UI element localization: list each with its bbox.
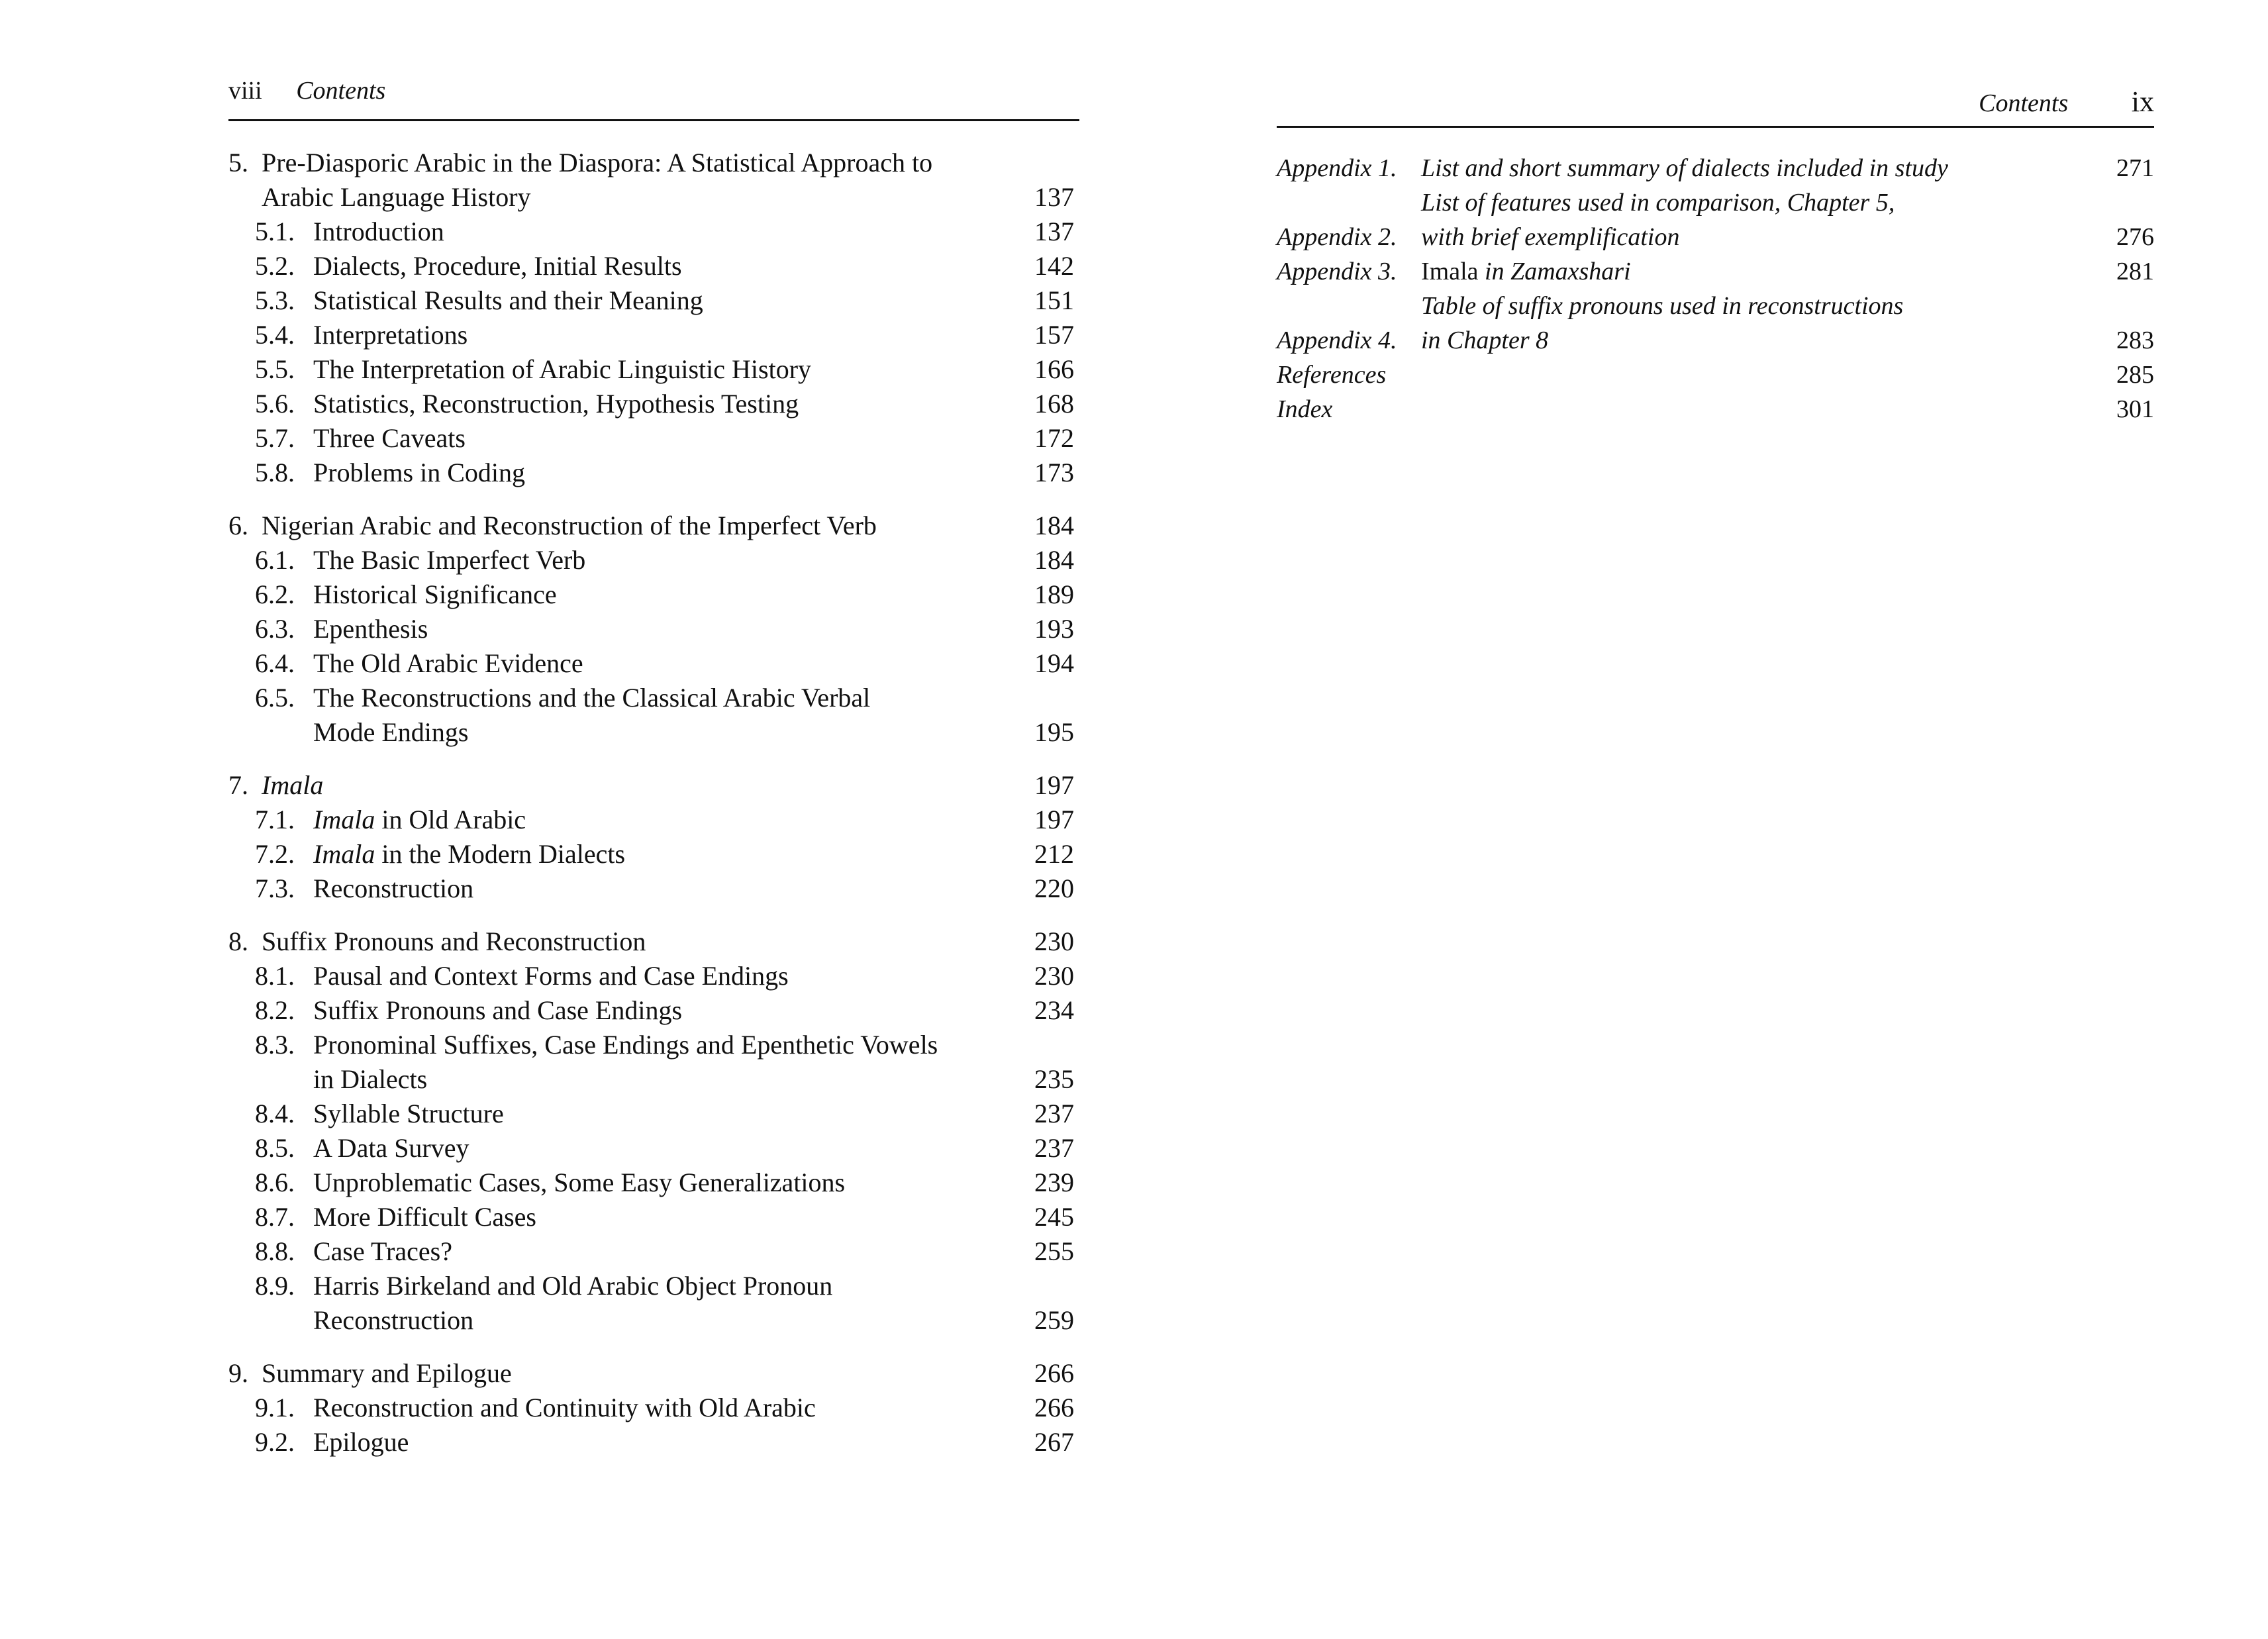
header-rule [228, 119, 1079, 121]
section-title: Suffix Pronouns and Case Endings [313, 995, 683, 1025]
section-title: Interpretations [313, 320, 468, 350]
section-number: 5.4. [255, 320, 295, 350]
chapter-number: 9. [228, 1358, 248, 1388]
section-number: 6.4. [255, 648, 295, 678]
appendix-label: Appendix 1. [1277, 154, 1397, 182]
chapter-page: 184 [1034, 511, 1074, 540]
section-entry [228, 456, 1079, 490]
section-title: A Data Survey [313, 1133, 469, 1163]
chapter-page: 266 [1034, 1358, 1074, 1388]
appendix-page: 281 [2116, 258, 2154, 285]
section-title: Historical Significance [313, 579, 557, 609]
section-page: 259 [1034, 1305, 1074, 1335]
section-number: 5.7. [255, 423, 295, 453]
section-title: The Interpretation of Arabic Linguistic History [313, 354, 812, 384]
section-page: 193 [1034, 614, 1074, 644]
running-title: Contents [296, 77, 386, 105]
section-number: 6.3. [255, 614, 295, 644]
section-entry [228, 249, 1079, 283]
appendix-title-line2: in Chapter 8 [1421, 326, 1549, 354]
appendix-label: Appendix 2. [1277, 223, 1397, 251]
appendix-title: List and short summary of dialects included in study [1421, 154, 1948, 182]
section-number: 8.4. [255, 1099, 295, 1128]
section-title: in the Modern Dialects [375, 839, 626, 869]
chapter-title: Nigerian Arabic and Reconstruction of the Imperfect Verb [262, 511, 877, 540]
section-title: Dialects, Procedure, Initial Results [313, 251, 682, 281]
section-page: 184 [1034, 545, 1074, 575]
back-matter-page: 285 [2116, 361, 2154, 389]
chapter-number: 8. [228, 926, 248, 956]
section-entry [228, 1097, 1079, 1131]
section-title: More Difficult Cases [313, 1202, 536, 1232]
section-number: 7.3. [255, 873, 295, 903]
section-page: 220 [1034, 873, 1074, 903]
section-title: Pausal and Context Forms and Case Endings [313, 961, 789, 991]
section-entry [228, 352, 1079, 387]
section-page: 142 [1034, 251, 1074, 281]
section-entry [228, 1200, 1079, 1234]
section-entry [228, 1131, 1079, 1166]
section-title: Reconstruction and Continuity with Old Arabic [313, 1393, 816, 1422]
section-title-line2: Mode Endings [313, 717, 469, 747]
appendix-title: Table of suffix pronouns used in reconstructions [1421, 292, 1904, 320]
section-page: 212 [1034, 839, 1074, 869]
chapter-7 [228, 768, 1079, 906]
page-number: viii [228, 77, 262, 105]
section-entry [228, 871, 1079, 906]
appendix-entry [1277, 289, 2154, 358]
section-number: 8.6. [255, 1167, 295, 1197]
header-rule [1277, 126, 2154, 128]
appendix-title: in Zamaxshari [1478, 258, 1631, 285]
section-page: 195 [1034, 717, 1074, 747]
chapter-5 [228, 146, 1079, 490]
section-page: 197 [1034, 805, 1074, 834]
section-title: Three Caveats [313, 423, 466, 453]
chapter-title: Suffix Pronouns and Reconstruction [262, 926, 646, 956]
section-number: 9.1. [255, 1393, 295, 1422]
section-title: The Reconstructions and the Classical Arabic Verbal [313, 683, 871, 713]
chapter-number: 7. [228, 770, 248, 800]
section-entry [228, 1391, 1079, 1425]
section-page: 245 [1034, 1202, 1074, 1232]
section-entry [228, 1269, 1079, 1338]
section-title: Syllable Structure [313, 1099, 504, 1128]
section-number: 8.8. [255, 1236, 295, 1266]
table-of-contents [228, 146, 1079, 1478]
appendix-title-line2: with brief exemplification [1421, 223, 1680, 251]
chapter-page: 230 [1034, 926, 1074, 956]
section-page: 151 [1034, 285, 1074, 315]
section-page: 172 [1034, 423, 1074, 453]
back-matter-label: Index [1277, 395, 1333, 423]
running-head [1979, 87, 2154, 117]
back-matter-page: 301 [2116, 395, 2154, 423]
page-number: ix [2131, 85, 2154, 118]
chapter-title: Imala [262, 770, 324, 800]
section-title: Statistics, Reconstruction, Hypothesis Testing [313, 389, 799, 419]
section-entry [228, 1425, 1079, 1460]
section-page: 189 [1034, 579, 1074, 609]
section-number: 5.6. [255, 389, 295, 419]
chapter-9 [228, 1356, 1079, 1460]
appendix-page: 283 [2116, 326, 2154, 354]
chapter-title: Pre-Diasporic Arabic in the Diaspora: A Statistical Approach to [262, 148, 933, 177]
appendix-title-roman: Imala [1421, 258, 1479, 285]
section-page: 235 [1034, 1064, 1074, 1094]
section-page: 157 [1034, 320, 1074, 350]
section-title: The Basic Imperfect Verb [313, 545, 586, 575]
chapter-entry [228, 1356, 1079, 1391]
section-title: Case Traces? [313, 1236, 452, 1266]
section-page: 239 [1034, 1167, 1074, 1197]
section-entry [228, 1234, 1079, 1269]
back-matter-entry [1277, 358, 2154, 392]
appendix-label: Appendix 3. [1277, 258, 1397, 285]
section-page: 194 [1034, 648, 1074, 678]
back-matter-entry [1277, 392, 2154, 426]
section-title: Statistical Results and their Meaning [313, 285, 703, 315]
section-entry [228, 612, 1079, 646]
chapter-number: 6. [228, 511, 248, 540]
appendix-label: Appendix 4. [1277, 326, 1397, 354]
section-number: 5.3. [255, 285, 295, 315]
section-title: in Old Arabic [375, 805, 526, 834]
back-matter-label: References [1277, 361, 1387, 389]
section-entry [228, 387, 1079, 421]
appendix-page: 276 [2116, 223, 2154, 251]
running-head [228, 78, 385, 103]
chapter-entry [228, 509, 1079, 543]
section-number: 8.1. [255, 961, 295, 991]
section-title: Epenthesis [313, 614, 428, 644]
section-number: 6.5. [255, 683, 295, 713]
section-entry [228, 283, 1079, 318]
section-page: 230 [1034, 961, 1074, 991]
section-entry [228, 577, 1079, 612]
section-page: 266 [1034, 1393, 1074, 1422]
chapter-title-line2: Arabic Language History [262, 182, 531, 212]
section-title: The Old Arabic Evidence [313, 648, 583, 678]
section-entry [228, 681, 1079, 750]
section-title: Pronominal Suffixes, Case Endings and Epenthetic Vowels [313, 1030, 938, 1060]
section-number: 5.1. [255, 217, 295, 246]
section-page: 237 [1034, 1099, 1074, 1128]
section-entry [228, 803, 1079, 837]
section-number: 7.2. [255, 839, 295, 869]
section-title-italic: Imala [313, 839, 375, 869]
section-entry [228, 837, 1079, 871]
chapter-page: 197 [1034, 770, 1074, 800]
appendix-entry [1277, 185, 2154, 254]
chapter-page: 137 [1034, 182, 1074, 212]
section-number: 8.2. [255, 995, 295, 1025]
section-title: Unproblematic Cases, Some Easy Generalizations [313, 1167, 846, 1197]
section-title-line2: Reconstruction [313, 1305, 474, 1335]
chapter-8 [228, 924, 1079, 1338]
chapter-number: 5. [228, 148, 248, 177]
appendix-page: 271 [2116, 154, 2154, 182]
chapter-entry [228, 768, 1079, 803]
section-page: 237 [1034, 1133, 1074, 1163]
section-entry [228, 1166, 1079, 1200]
appendix-entry [1277, 254, 2154, 289]
section-entry [228, 959, 1079, 993]
chapter-6 [228, 509, 1079, 750]
section-entry [228, 993, 1079, 1028]
section-title: Epilogue [313, 1427, 409, 1457]
section-title: Introduction [313, 217, 444, 246]
section-page: 267 [1034, 1427, 1074, 1457]
chapter-title: Summary and Epilogue [262, 1358, 512, 1388]
section-page: 234 [1034, 995, 1074, 1025]
section-title: Problems in Coding [313, 458, 526, 487]
section-title: Harris Birkeland and Old Arabic Object Pronoun [313, 1271, 833, 1301]
section-page: 166 [1034, 354, 1074, 384]
section-title-line2: in Dialects [313, 1064, 428, 1094]
section-number: 5.8. [255, 458, 295, 487]
section-page: 255 [1034, 1236, 1074, 1266]
section-entry [228, 318, 1079, 352]
section-page: 173 [1034, 458, 1074, 487]
section-page: 168 [1034, 389, 1074, 419]
running-title: Contents [1979, 89, 2069, 117]
appendix-entry [1277, 151, 2154, 185]
section-number: 8.7. [255, 1202, 295, 1232]
section-title-italic: Imala [313, 805, 375, 834]
section-number: 8.3. [255, 1030, 295, 1060]
section-number: 5.5. [255, 354, 295, 384]
section-entry [228, 215, 1079, 249]
appendix-title: List of features used in comparison, Chapter 5, [1421, 189, 1895, 217]
chapter-entry [228, 924, 1079, 959]
section-number: 8.5. [255, 1133, 295, 1163]
section-entry [228, 646, 1079, 681]
chapter-entry [228, 146, 1079, 215]
appendices-list [1277, 151, 2154, 426]
section-entry [228, 1028, 1079, 1097]
section-page: 137 [1034, 217, 1074, 246]
section-number: 7.1. [255, 805, 295, 834]
section-number: 5.2. [255, 251, 295, 281]
section-entry [228, 421, 1079, 456]
section-number: 6.2. [255, 579, 295, 609]
section-entry [228, 543, 1079, 577]
section-number: 6.1. [255, 545, 295, 575]
section-number: 9.2. [255, 1427, 295, 1457]
section-title: Reconstruction [313, 873, 474, 903]
section-number: 8.9. [255, 1271, 295, 1301]
